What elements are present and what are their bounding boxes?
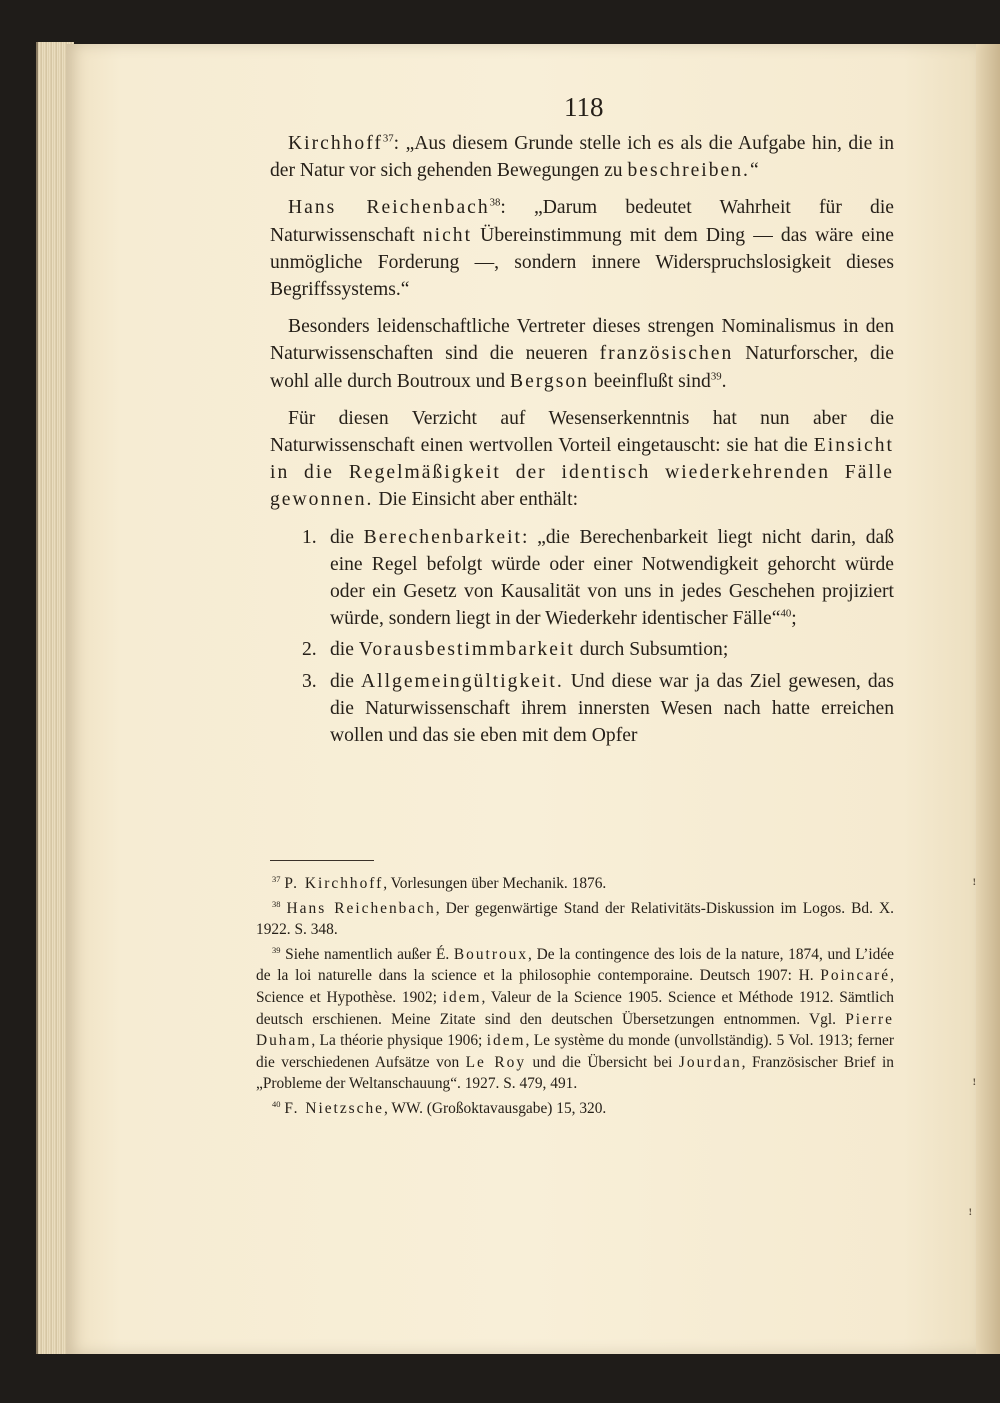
footnote-number: 40	[272, 1098, 281, 1109]
footnote-text: , Science et Hypothèse. 1902;	[256, 967, 894, 1006]
author-name: Jourdan	[678, 1053, 742, 1071]
body-text: Besonders leidenschaftliche Vertreter dieses strengen Nominalismus in den Naturwissenschaften sind die neueren	[270, 316, 894, 365]
margin-mark: ꜝ	[972, 1080, 977, 1095]
author-name: Hans Reichenbach	[288, 197, 490, 219]
list-item	[302, 524, 894, 633]
list-text: Und diese war ja das Ziel gewesen, das die Naturwissenschaft ihrem innersten Wesen nach hatte erreichen wollen und das sie eben mit dem Opfer	[330, 670, 894, 747]
emphasis: nicht	[422, 224, 473, 246]
body-text: Naturforscher, die wohl alle durch Boutroux und	[270, 343, 894, 392]
body-text: beeinflußt sind	[588, 370, 711, 392]
quote-text: : „Aus diesem Grunde stelle ich es als die Aufgabe hin, die in der Natur vor sich gehenden Bewegungen zu	[270, 133, 894, 182]
list-text: durch Subsumtion;	[574, 639, 729, 661]
quote-end: “	[749, 160, 759, 182]
idem: idem	[442, 988, 482, 1006]
author-name: Kirchhoff	[288, 133, 383, 154]
list-item	[302, 668, 894, 750]
footnote-38	[256, 898, 894, 941]
quote-text: : „Darum bedeutet Wahrheit für die Naturwissenschaft	[270, 197, 894, 246]
footnote-ref: 39	[710, 370, 722, 383]
list-text: die	[330, 526, 364, 548]
footnote-text: , De la contingence des lois de la nature, 1874, und L’idée de la loi naturelle dans la science et la philosophie contemporaine. Deutsch 1907: H.	[256, 945, 894, 985]
author-name: Poincaré	[820, 967, 891, 985]
body-text: Für diesen Verzicht auf Wesenserkenntnis hat nun aber die Naturwissenschaft einen wertvollen Vorteil eingetauscht: sie hat die	[270, 407, 894, 457]
footnote-text: , Der gegenwärtige Stand der Relativitäts-Diskussion im Logos. Bd. X. 1922. S. 348.	[256, 899, 894, 939]
emphasis: Bergson	[510, 370, 589, 392]
footnote-text: , Vorlesungen über Mechanik. 1876.	[383, 875, 607, 892]
page-number: 118	[564, 92, 604, 122]
emphasis: Berechenbarkeit	[363, 526, 522, 548]
footnote-ref: 40	[780, 607, 792, 620]
footnote-number: 39	[272, 944, 281, 955]
footnote-ref: 38	[489, 196, 501, 209]
author-name: P. Kirchhoff	[284, 875, 384, 892]
footnote-number: 38	[272, 898, 281, 909]
footnotes	[256, 873, 894, 1123]
emphasis: Allgemeingültigkeit.	[361, 670, 564, 692]
paragraph-kirchhoff	[270, 130, 894, 184]
paragraph-verzicht	[270, 405, 894, 514]
list-number: 1.	[302, 526, 317, 548]
list-text: die	[330, 639, 359, 661]
list-text: die	[330, 670, 362, 692]
footnote-37	[256, 873, 894, 895]
footnote-number: 37	[272, 873, 281, 884]
author-name: Boutroux	[453, 945, 529, 963]
footnote-text: Siehe namentlich außer É.	[285, 945, 454, 963]
footnote-40	[256, 1098, 894, 1120]
emphasis: Einsicht in die Regelmäßigkeit der identisch wiederkehrenden Fälle gewonnen.	[270, 435, 894, 511]
footnote-text: , Französischer Brief in „Probleme der Weltanschauung“. 1927. S. 479, 491.	[256, 1053, 894, 1093]
author-name: Hans Reichenbach	[286, 899, 436, 917]
footnote-39	[256, 944, 894, 1095]
quote-text: Übereinstimmung mit dem Ding — das wäre eine unmögliche Forderung —, sondern innere Widerspruchslosigkeit dieses Begriffssystems.“	[270, 224, 894, 301]
footnote-text: , Le système du monde (unvollständig). 5 Vol. 1913; ferner die verschiedenen Aufsätze von	[256, 1032, 894, 1071]
paragraph-reichenbach	[270, 194, 894, 303]
footnote-text: , WW. (Großoktavausgabe) 15, 320.	[384, 1099, 607, 1117]
idem: idem	[486, 1032, 526, 1050]
list-item	[302, 636, 894, 663]
author-name: Pierre Duham	[256, 1010, 894, 1050]
list-text: : „die Berechenbarkeit liegt nicht darin, daß eine Regel befolgt würde oder einer Notwendigkeit gehorcht würde oder ein Gesetz von Kausalität von uns in jedes Geschehen projiziert würde, sondern liegt in der Wiederkehr identischer Fälle“	[330, 526, 894, 630]
margin-mark: ꜝ	[972, 880, 977, 895]
footnote-ref: 37	[382, 132, 394, 145]
author-name: Le Roy	[465, 1053, 527, 1071]
numbered-list	[270, 524, 894, 750]
body-text: .	[721, 370, 727, 392]
emphasis: französischen	[599, 343, 734, 365]
emphasis: beschreiben.	[627, 160, 750, 182]
list-number: 2.	[302, 639, 317, 661]
body-text: Die Einsicht aber enthält:	[373, 489, 579, 511]
book-right-edge	[976, 44, 1000, 1354]
footnote-text: , Valeur de la Science 1905. Science et Méthode 1912. Sämtlich deutsch erschienen. Meine Zitate sind den deutschen Übersetzungen entnommen. Vgl.	[256, 988, 894, 1028]
list-number: 3.	[302, 670, 317, 692]
main-text	[270, 130, 894, 753]
author-name: F. Nietzsche	[284, 1099, 385, 1117]
paragraph-nominalismus	[270, 313, 894, 395]
footnote-separator	[270, 860, 374, 861]
footnote-text: , La théorie physique 1906;	[311, 1032, 487, 1050]
footnote-text: und die Übersicht bei	[526, 1053, 679, 1071]
emphasis: Vorausbestimmbarkeit	[358, 639, 575, 661]
list-text: ;	[791, 608, 797, 630]
margin-mark: ꜝ	[968, 1210, 973, 1225]
